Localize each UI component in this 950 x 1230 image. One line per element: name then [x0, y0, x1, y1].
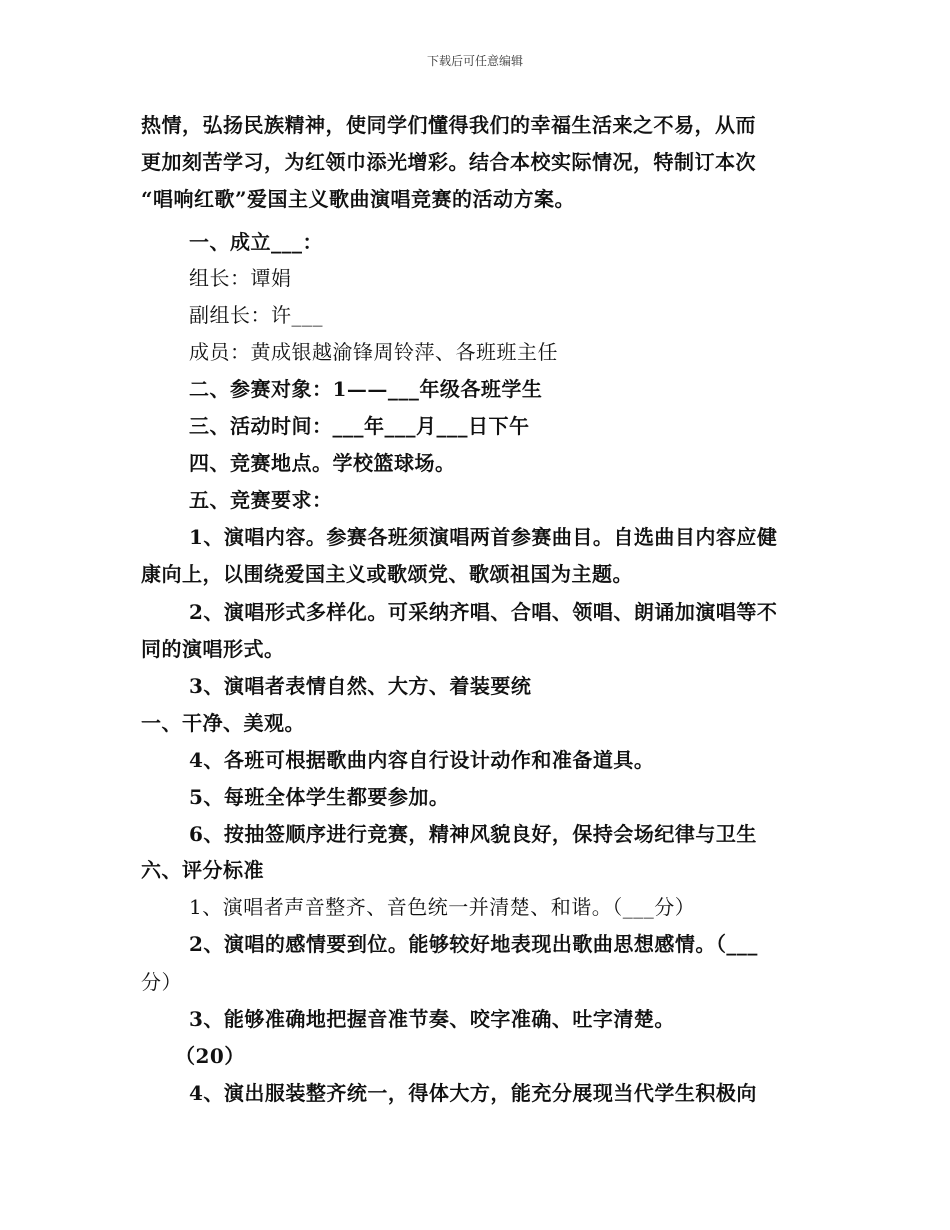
section-heading: 五、竞赛要求： [189, 488, 333, 512]
section-heading: 四、竞赛地点。学校篮球场。 [189, 451, 456, 475]
list-item: 6、按抽签顺序进行竞赛，精神风貌良好，保持会场纪律与卫生 [189, 822, 757, 846]
paragraph-line: 热情，弘扬民族精神，使同学们懂得我们的幸福生活来之不易，从而 [141, 113, 756, 137]
section-heading: 一、成立___： [189, 230, 323, 254]
list-item-continuation: 分） [141, 970, 182, 994]
list-item: 5、每班全体学生都要参加。 [189, 785, 450, 809]
list-item: 2、演唱的感情要到位。能够较好地表现出歌曲思想感情。（___ [189, 932, 758, 956]
section-heading: 六、评分标准 [141, 858, 264, 882]
list-item: 4、演出服装整齐统一，得体大方，能充分展现当代学生积极向 [189, 1081, 757, 1105]
list-item-continuation: 同的演唱形式。 [141, 637, 285, 661]
list-item: 3、能够准确地把握音准节奏、咬字准确、吐字清楚。 [189, 1007, 675, 1031]
section-heading: 二、参赛对象：1——___年级各班学生 [189, 377, 543, 401]
page-header: 下载后可任意编辑 [426, 54, 523, 68]
score-note: （20） [175, 1044, 245, 1068]
list-item: 2、演唱形式多样化。可采纳齐唱、合唱、领唱、朗诵加演唱等不 [189, 600, 778, 624]
list-item: 1、演唱内容。参赛各班须演唱两首参赛曲目。自选曲目内容应健 [189, 525, 778, 549]
list-item-continuation: 一、干净、美观。 [141, 711, 305, 735]
section-heading: 三、活动时间：___年___月___日下午 [189, 414, 530, 438]
list-item: 1、演唱者声音整齐、音色统一并清楚、和谐。（___分） [189, 895, 696, 919]
member-line: 成员：黄成银越渝锋周铃萍、各班班主任 [189, 340, 558, 364]
list-item: 3、演唱者表情自然、大方、着装要统 [189, 674, 532, 698]
member-line: 组长：谭娟 [189, 266, 292, 290]
member-line: 副组长：许___ [189, 303, 323, 327]
paragraph-line: “唱响红歌”爱国主义歌曲演唱竞赛的活动方案。 [141, 187, 576, 211]
paragraph-line: 更加刻苦学习，为红领巾添光增彩。结合本校实际情况，特制订本次 [141, 150, 756, 174]
list-item-continuation: 康向上，以围绕爱国主义或歌颂党、歌颂祖国为主题。 [141, 562, 633, 586]
list-item: 4、各班可根据歌曲内容自行设计动作和准备道具。 [189, 748, 655, 772]
